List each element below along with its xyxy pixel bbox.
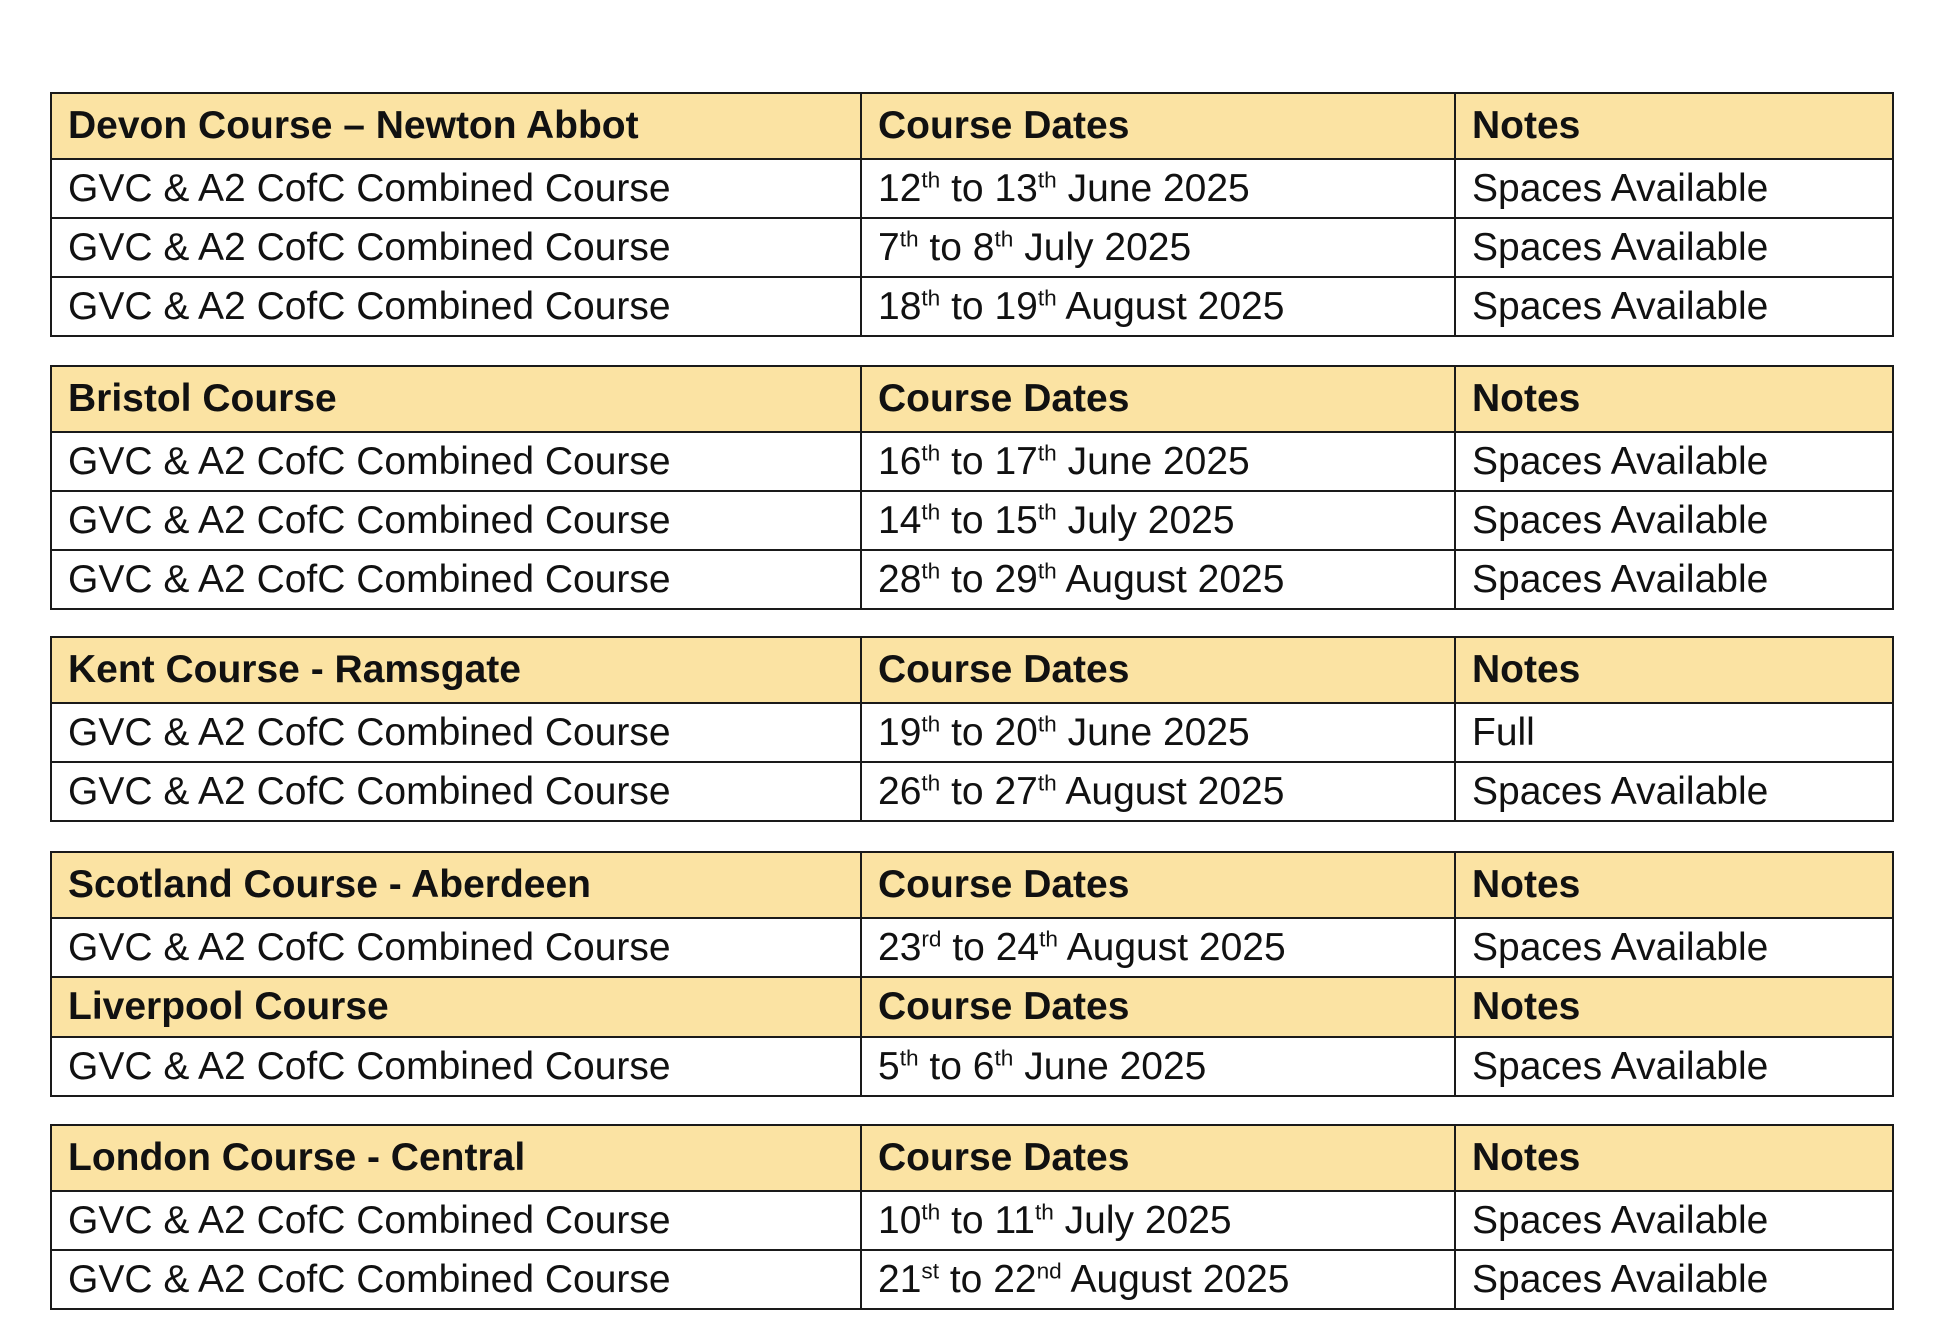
course-date: 26th to 27th August 2025 bbox=[861, 762, 1455, 821]
course-date: 7th to 8th July 2025 bbox=[861, 218, 1455, 277]
course-date: 5th to 6th June 2025 bbox=[861, 1037, 1455, 1096]
course-name: GVC & A2 CofC Combined Course bbox=[51, 159, 861, 218]
location-heading: Devon Course – Newton Abbot bbox=[51, 93, 861, 159]
availability-note: Full bbox=[1455, 703, 1893, 762]
london-course-table bbox=[50, 1124, 1894, 1310]
table-header-row bbox=[51, 977, 1893, 1037]
notes-heading: Notes bbox=[1455, 1125, 1893, 1191]
kent-course-table bbox=[50, 636, 1894, 822]
availability-note: Spaces Available bbox=[1455, 550, 1893, 609]
course-date: 16th to 17th June 2025 bbox=[861, 432, 1455, 491]
scotland-liverpool-course-table bbox=[50, 851, 1894, 1097]
table-row bbox=[51, 491, 1893, 550]
course-name: GVC & A2 CofC Combined Course bbox=[51, 432, 861, 491]
table-row bbox=[51, 762, 1893, 821]
table-row bbox=[51, 1250, 1893, 1309]
location-heading: Liverpool Course bbox=[51, 977, 861, 1037]
bristol-course-table bbox=[50, 365, 1894, 610]
table-header-row bbox=[51, 93, 1893, 159]
course-dates-heading: Course Dates bbox=[861, 637, 1455, 703]
course-dates-heading: Course Dates bbox=[861, 1125, 1455, 1191]
availability-note: Spaces Available bbox=[1455, 218, 1893, 277]
devon-course-table bbox=[50, 92, 1894, 337]
location-heading: Kent Course - Ramsgate bbox=[51, 637, 861, 703]
notes-heading: Notes bbox=[1455, 637, 1893, 703]
course-date: 19th to 20th June 2025 bbox=[861, 703, 1455, 762]
table-row bbox=[51, 550, 1893, 609]
course-date: 10th to 11th July 2025 bbox=[861, 1191, 1455, 1250]
location-heading: London Course - Central bbox=[51, 1125, 861, 1191]
notes-heading: Notes bbox=[1455, 852, 1893, 918]
course-dates-heading: Course Dates bbox=[861, 93, 1455, 159]
course-name: GVC & A2 CofC Combined Course bbox=[51, 762, 861, 821]
course-name: GVC & A2 CofC Combined Course bbox=[51, 550, 861, 609]
course-name: GVC & A2 CofC Combined Course bbox=[51, 1037, 861, 1096]
table-row bbox=[51, 432, 1893, 491]
table-header-row bbox=[51, 852, 1893, 918]
course-name: GVC & A2 CofC Combined Course bbox=[51, 218, 861, 277]
course-dates-heading: Course Dates bbox=[861, 852, 1455, 918]
course-date: 23rd to 24th August 2025 bbox=[861, 918, 1455, 977]
course-name: GVC & A2 CofC Combined Course bbox=[51, 1250, 861, 1309]
table-header-row bbox=[51, 366, 1893, 432]
course-name: GVC & A2 CofC Combined Course bbox=[51, 918, 861, 977]
availability-note: Spaces Available bbox=[1455, 1250, 1893, 1309]
table-row bbox=[51, 1191, 1893, 1250]
availability-note: Spaces Available bbox=[1455, 277, 1893, 336]
table-row bbox=[51, 218, 1893, 277]
notes-heading: Notes bbox=[1455, 977, 1893, 1037]
course-date: 18th to 19th August 2025 bbox=[861, 277, 1455, 336]
table-header-row bbox=[51, 1125, 1893, 1191]
availability-note: Spaces Available bbox=[1455, 762, 1893, 821]
course-dates-heading: Course Dates bbox=[861, 366, 1455, 432]
course-date: 14th to 15th July 2025 bbox=[861, 491, 1455, 550]
location-heading: Bristol Course bbox=[51, 366, 861, 432]
course-name: GVC & A2 CofC Combined Course bbox=[51, 491, 861, 550]
course-name: GVC & A2 CofC Combined Course bbox=[51, 703, 861, 762]
table-row bbox=[51, 1037, 1893, 1096]
availability-note: Spaces Available bbox=[1455, 1191, 1893, 1250]
table-row bbox=[51, 703, 1893, 762]
location-heading: Scotland Course - Aberdeen bbox=[51, 852, 861, 918]
table-header-row bbox=[51, 637, 1893, 703]
notes-heading: Notes bbox=[1455, 366, 1893, 432]
course-name: GVC & A2 CofC Combined Course bbox=[51, 277, 861, 336]
availability-note: Spaces Available bbox=[1455, 432, 1893, 491]
course-dates-heading: Course Dates bbox=[861, 977, 1455, 1037]
table-row bbox=[51, 159, 1893, 218]
availability-note: Spaces Available bbox=[1455, 1037, 1893, 1096]
table-row bbox=[51, 918, 1893, 977]
availability-note: Spaces Available bbox=[1455, 491, 1893, 550]
course-date: 12th to 13th June 2025 bbox=[861, 159, 1455, 218]
availability-note: Spaces Available bbox=[1455, 159, 1893, 218]
course-name: GVC & A2 CofC Combined Course bbox=[51, 1191, 861, 1250]
table-row bbox=[51, 277, 1893, 336]
course-date: 28th to 29th August 2025 bbox=[861, 550, 1455, 609]
availability-note: Spaces Available bbox=[1455, 918, 1893, 977]
notes-heading: Notes bbox=[1455, 93, 1893, 159]
course-date: 21st to 22nd August 2025 bbox=[861, 1250, 1455, 1309]
